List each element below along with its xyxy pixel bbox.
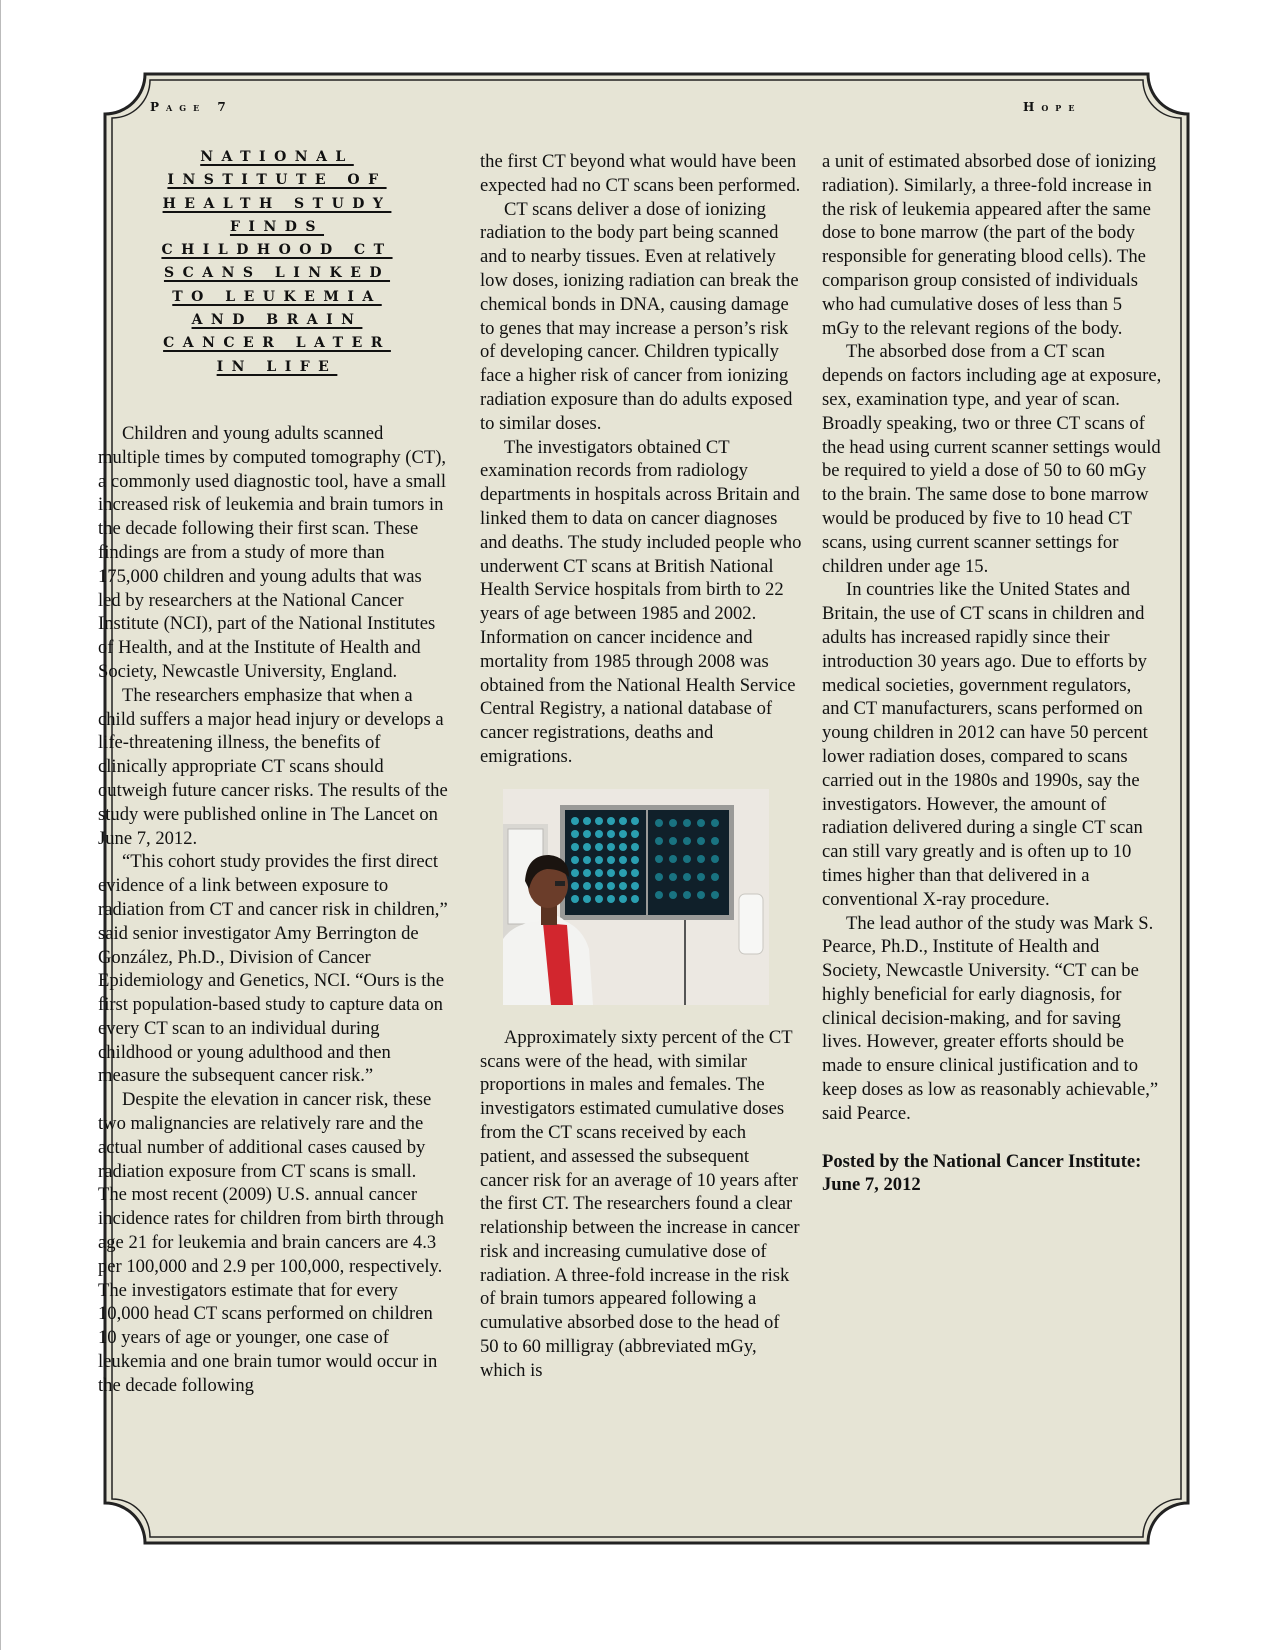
headline-line: NATIONAL [200, 149, 354, 165]
body-paragraph: Approximately sixty percent of the CT scans were of the head, with similar proportions in males and females. The investigators estimated cumulative doses from the CT scans received by each patient, and assessed the subsequent cancer risk for an average of 10 years after the first CT. The researchers found a clear relationship between the increase in cancer risk and increasing cumulative dose of radiation. A three-fold increase in the risk of brain tumors appeared following a cumulative absorbed dose to the head of 50 to 60 milligray (abbreviated mGy, which is [480, 1026, 800, 1381]
body-paragraph: Children and young adults scanned multiple times by computed tomography (CT), a commonly used diagnostic tool, have a small increased risk of leukemia and brain tumors in the decade following their first scan. These findings are from a study of more than 175,000 children and young adults that was led by researchers at the National Cancer Institute (NCI), part of the National Institutes of Health, and at the Institute of Health and Society, Newcastle University, England. [98, 422, 447, 682]
headline-line: SCANS LINKED [163, 265, 391, 282]
article-byline: Posted by the National Cancer Institute: June 7, 2012 [822, 1150, 1142, 1196]
headline-line: IN LIFE [216, 358, 338, 375]
running-head-publication: Hope [1023, 100, 1082, 114]
column-3 [822, 150, 1162, 1197]
body-paragraph: Despite the elevation in cancer risk, these two malignancies are relatively rare and the actual number of additional cases caused by radiation exposure from CT scans is small. The most recent (2009) U.S. annual cancer incidence rates for children from birth through age 21 for leukemia and brain cancers are 4.3 per 100,000 and 2.9 per 100,000, respectively. The investigators estimate that for every 10,000 head CT scans performed on children 10 years of age or younger, one case of leukemia and one brain tumor would occur in the decade following [98, 1089, 444, 1396]
running-head-page: Page 7 [150, 100, 233, 114]
column-1 [98, 146, 448, 1398]
body-paragraph: The investigators obtained CT examination records from radiology departments in hospitals across Britain and linked them to data on cancer diagnoses and deaths. The study included people who underwent CT scans at British National Health Service hospitals from birth to 22 years of age between 1985 and 2002. Information on cancer incidence and mortality from 1985 through 2008 was obtained from the National Health Service Central Registry, a national database of cancer registrations, deaths and emigrations. [480, 436, 802, 767]
headline-line: FINDS [229, 218, 325, 235]
body-paragraph: the first CT beyond what would have been expected had no CT scans been performed. [480, 151, 801, 196]
article-headline [118, 146, 436, 379]
headline-line: CHILDHOOD CT [161, 242, 393, 259]
body-paragraph: a unit of estimated absorbed dose of ionizing radiation). Similarly, a three-fold increase in the risk of leukemia appeared after the same dose to bone marrow (the part of the body responsible for generating blood cells). The comparison group consisted of individuals who had cumulative doses of less than 5 mGy to the relevant regions of the body. [822, 151, 1157, 339]
body-paragraph: “This cohort study provides the first direct evidence of a link between exposure to radiation from CT and cancer risk in children,” said senior investigator Amy Berrington de González, Ph.D., Division of Cancer Epidemiology and Genetics, NCI. “Ours is the first population-based study to capture data on every CT scan to an individual during childhood or young adulthood and then measure the subsequent cancer risk.” [98, 851, 448, 1087]
article-photo [503, 789, 769, 1005]
headline-line: HEALTH STUDY [162, 195, 392, 212]
body-paragraph: In countries like the United States and Britain, the use of CT scans in children and adults has increased rapidly since their introduction 30 years ago. Due to efforts by medical societies, government regulators, and CT manufacturers, scans performed on young children in 2012 can have 50 percent lower radiation doses, compared to scans carried out in the 1980s and 1990s, say the investigators. However, the amount of radiation delivered during a single CT scan can still vary greatly and is often up to 10 times higher than that delivered in a conventional X-ray procedure. [822, 579, 1148, 910]
body-paragraph: The lead author of the study was Mark S. Pearce, Ph.D., Institute of Health and Society, Newcastle University. “CT can be highly beneficial for early diagnosis, for clinical decision-making, and for saving lives. However, greater efforts should be made to ensure clinical justification and to keep doses as low as reasonably achievable,” said Pearce. [822, 912, 1159, 1124]
headline-line: CANCER LATER [163, 335, 391, 352]
headline-line: TO LEUKEMIA [172, 288, 382, 305]
photo-illustration [503, 789, 769, 1005]
body-paragraph: The researchers emphasize that when a child suffers a major head injury or develops a life-threatening illness, the benefits of clinically appropriate CT scans should outweigh future cancer risks. The results of the study were published online in The Lancet on June 7, 2012. [98, 684, 448, 849]
body-paragraph: The absorbed dose from a CT scan depends on factors including age at exposure, sex, examination type, and year of scan. Broadly speaking, two or three CT scans of the head using current scanner settings would be required to yield a dose of 50 to 60 mGy to the brain. The same dose to bone marrow would be produced by five to 10 head CT scans, using current scanner settings for children under age 15. [822, 341, 1162, 577]
column-2 [480, 150, 802, 1383]
headline-line: INSTITUTE OF [167, 172, 387, 189]
body-paragraph: CT scans deliver a dose of ionizing radiation to the body part being scanned and to nearby tissues. Even at relatively low doses, ionizing radiation can break the chemical bonds in DNA, causing damage to genes that may increase a person’s risk of developing cancer. Children typically face a higher risk of cancer from ionizing radiation exposure than do adults exposed to similar doses. [480, 198, 799, 434]
headline-line: AND BRAIN [191, 312, 363, 329]
